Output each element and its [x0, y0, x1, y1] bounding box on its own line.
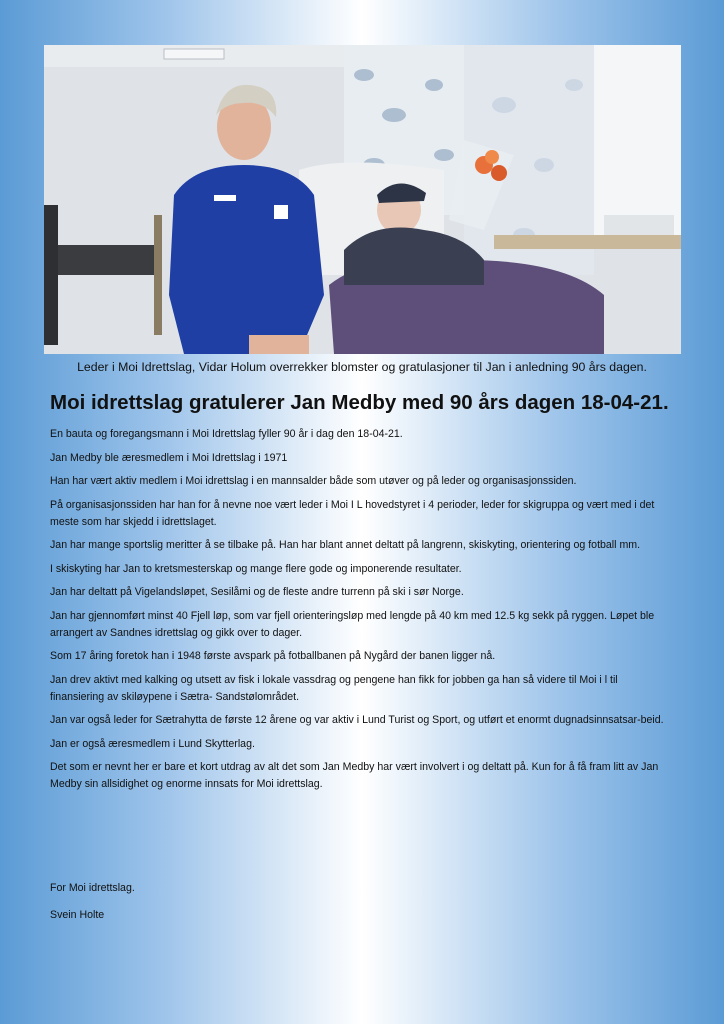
- article-paragraph: Jan Medby ble æresmedlem i Moi Idrettslag i 1971: [50, 451, 288, 464]
- article-paragraph: Som 17 åring foretok han i 1948 første avspark på fotballbanen på Nygård der banen ligger nå.: [50, 650, 496, 662]
- article-signoff: [50, 880, 650, 934]
- article-paragraph: Jan var også leder for Sætrahytta de første 12 årene og var aktiv i Lund Turist og Sport, og utført et enormt dugnadsinnsatsar-beid.: [50, 714, 664, 726]
- article-paragraph: En bauta og foregangsmann i Moi Idrettslag fyller 90 år i dag den 18-04-21.: [50, 428, 403, 440]
- article-paragraph: Det som er nevnt her er bare et kort utdrag av alt det som Jan Medby har vært involvert i og deltatt på. Kun for å få fram litt av Jan Medby sin allsidighet og enorme innsats for Moi idrettslag.: [50, 761, 659, 790]
- article-headline: Moi idrettslag gratulerer Jan Medby med 90 års dagen 18-04-21.: [50, 391, 669, 414]
- signoff-organization: For Moi idrettslag.: [50, 882, 135, 894]
- article-paragraph: Jan er også æresmedlem i Lund Skytterlag.: [50, 737, 255, 750]
- article-paragraph: Jan har deltatt på Vigelandsløpet, Sesilåmi og de fleste andre turrenn på ski i sør Norge.: [50, 586, 464, 598]
- article-paragraph: Jan drev aktivt med kalking og utsett av fisk i lokale vassdrag og pengene han fikk for jobben ga han så videre til Moi i l til finansiering av skiløypene i Sætra- Sandstølområdet.: [50, 673, 618, 703]
- photo-caption: Leder i Moi Idrettslag, Vidar Holum overrekker blomster og gratulasjoner til Jan i anledning 90 års dagen.: [77, 360, 647, 374]
- photo-illustration: [44, 45, 681, 354]
- article-paragraph: Han har vært aktiv medlem i Moi idrettslag i en mannsalder både som utøver og på leder og organisasjonssiden.: [50, 475, 577, 487]
- article-paragraph: Jan har gjennomført minst 40 Fjell løp, som var fjell orienteringsløp med lengde på 40 km med 12.5 kg sekk på ryggen. Løpet ble arrangert av Sandnes idrettslag og gikk over to dager.: [50, 609, 655, 639]
- article-paragraph: Jan har mange sportslig meritter å se tilbake på. Han har blant annet deltatt på langrenn, skiskyting, orientering og fotball mm.: [50, 539, 641, 551]
- article-photo: [44, 45, 681, 354]
- article-body: [50, 426, 672, 800]
- article-paragraph: I skiskyting har Jan to kretsmesterskap og mange flere gode og imponerende resultater.: [50, 562, 462, 575]
- signoff-author: Svein Holte: [50, 909, 105, 921]
- article-paragraph: På organisasjonssiden har han for å nevne noe vært leder i Moi I L hovedstyret i 4 perioder, leder for skigruppa og vært med i det meste som har skjedd i idrettslaget.: [50, 498, 655, 528]
